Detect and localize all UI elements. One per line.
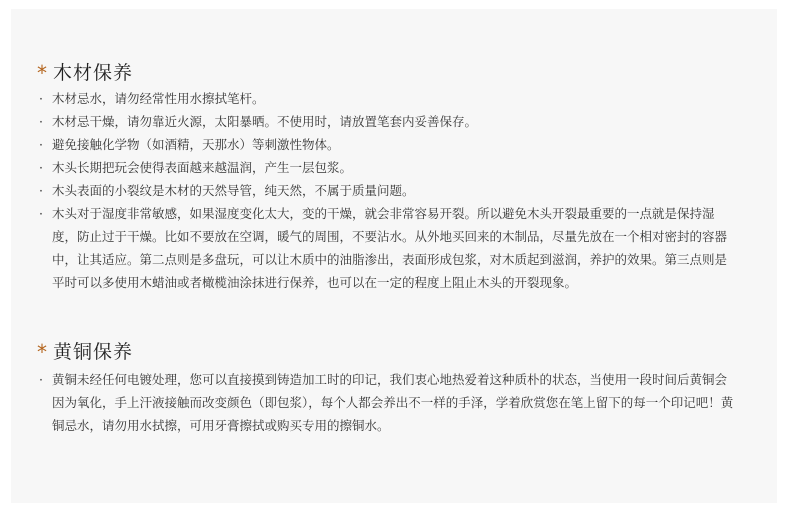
list-item-text: 木头长期把玩会使得表面越来越温润，产生一层包浆。: [52, 160, 353, 175]
list-item: [39, 179, 739, 202]
star-icon: *: [37, 340, 48, 364]
bullet-icon: ·: [39, 372, 43, 387]
section-title-brass-care: [37, 336, 133, 364]
bullet-icon: ·: [39, 137, 43, 152]
bullet-icon: ·: [39, 206, 43, 221]
section-title-text: 黄铜保养: [53, 340, 134, 363]
list-item: [39, 133, 739, 156]
list-item-text: 木头表面的小裂纹是木材的天然导管，纯天然，不属于质量问题。: [52, 183, 415, 198]
list-item: [39, 156, 739, 179]
bullet-icon: ·: [39, 183, 43, 198]
section-title-text: 木材保养: [53, 61, 134, 84]
list-item-text: 木头对于湿度非常敏感，如果湿度变化太大，变的干燥，就会非常容易开裂。所以避免木头开裂最重要的一点就是保持湿度，防止过于干燥。比如不要放在空调，暖气的周围，不要沾水。从外地买回来的木制品，尽量先放在一个相对密封的容器中，让其适应。第二点则是多盘玩，可以让木质中的油脂渗出，表面形成包浆，对木质起到滋润，养护的效果。第三点则是平时可以多使用木蜡油或者橄榄油涂抹进行保养，也可以在一定的程度上阻止木头的开裂现象。: [52, 206, 728, 290]
list-item-text: 避免接触化学物（如酒精，天那水）等刺激性物体。: [52, 137, 340, 152]
list-item-text: 木材忌水，请勿经常性用水擦拭笔杆。: [52, 91, 265, 106]
list-item-text: 木材忌干燥，请勿靠近火源，太阳暴晒。不使用时，请放置笔套内妥善保存。: [52, 114, 478, 129]
section-title-wood-care: [37, 57, 133, 85]
bullet-icon: ·: [39, 114, 43, 129]
wood-care-list: [39, 87, 739, 294]
list-item-text: 黄铜未经任何电镀处理，您可以直接摸到铸造加工时的印记，我们衷心地热爱着这种质朴的状态，当使用一段时间后黄铜会因为氧化，手上汗液接触而改变颜色（即包浆），每个人都会养出不一样的手泽，学着欣赏您在笔上留下的每一个印记吧！黄铜忌水，请勿用水拭擦，可用牙膏擦拭或购买专用的擦铜水。: [52, 372, 734, 433]
list-item: [39, 202, 739, 294]
bullet-icon: ·: [39, 160, 43, 175]
bullet-icon: ·: [39, 91, 43, 106]
list-item: [39, 110, 739, 133]
brass-care-list: [39, 368, 739, 437]
list-item: [39, 368, 739, 437]
star-icon: *: [37, 61, 48, 85]
list-item: [39, 87, 739, 110]
